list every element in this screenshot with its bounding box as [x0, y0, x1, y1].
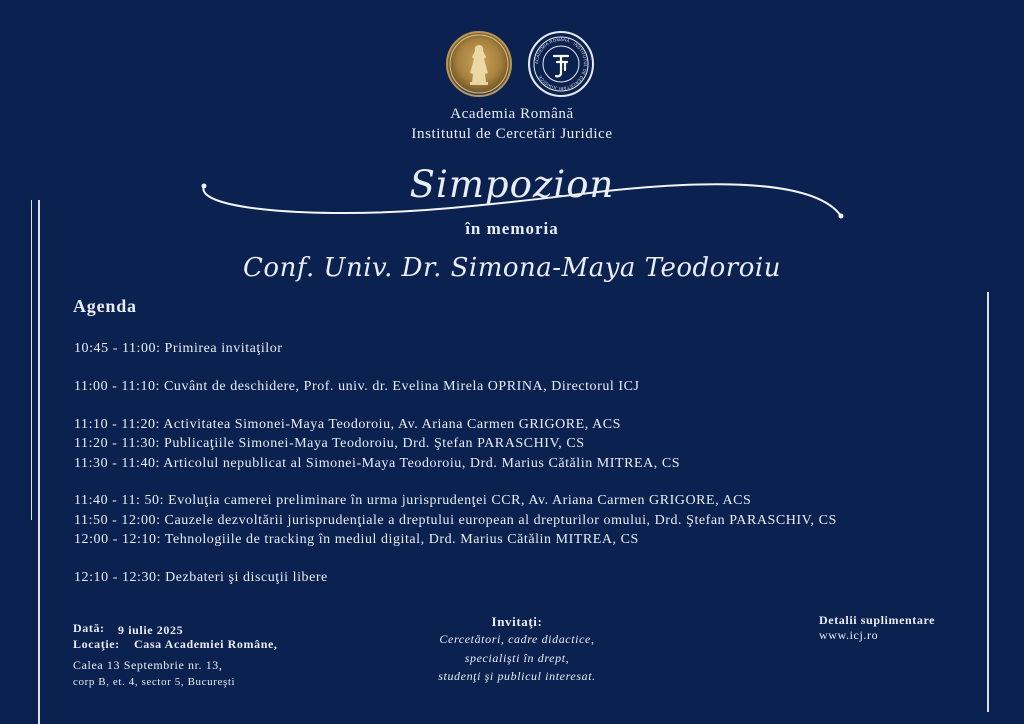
icj-logo-icon	[528, 31, 594, 97]
institute-name: Institutul de Cercetări Juridice	[411, 126, 613, 142]
agenda-item: 11:30 - 11:40: Articolul nepublicat al Simonei-Maya Teodoroiu, Drd. Marius Cătălin MITREA, CS	[74, 456, 681, 471]
agenda-item: 11:00 - 11:10: Cuvânt de deschidere, Prof. univ. dr. Evelina Mirela OPRINA, Directorul ICJ	[74, 379, 640, 394]
left-frame-line-short	[31, 200, 32, 520]
guests-line: specialişti în drept,	[464, 651, 570, 665]
agenda-item: 12:10 - 12:30: Dezbateri şi discuţii libere	[74, 570, 328, 585]
guests-title: Invitaţi:	[491, 614, 543, 629]
address-line: Calea 13 Septembrie nr. 13,	[73, 658, 223, 672]
guests-line: Cercetători, cadre didactice,	[439, 632, 595, 646]
agenda-item: 10:45 - 11:00: Primirea invitaţilor	[74, 341, 283, 356]
details-link[interactable]: www.icj.ro	[819, 628, 879, 642]
institution-name: Academia Română	[450, 106, 574, 122]
agenda-item: 11:20 - 11:30: Publicaţiile Simonei-Maya Teodoroiu, Drd. Ştefan PARASCHIV, CS	[74, 436, 585, 451]
guests-line: studenţi şi publicul interesat.	[438, 669, 596, 683]
agenda-title: Agenda	[73, 296, 137, 316]
location-label: Locaţie:	[73, 637, 120, 651]
right-frame-line	[987, 292, 989, 712]
details-title: Detalii suplimentare	[819, 613, 936, 627]
event-subtitle: în memoria	[465, 219, 559, 238]
agenda-item: 11:40 - 11: 50: Evoluţia camerei preliminare în urma jurisprudenţei CCR, Av. Ariana Carmen GRIGORE, ACS	[74, 493, 752, 508]
academia-romana-seal-icon	[446, 31, 512, 97]
location-value: Casa Academiei Române,	[134, 637, 278, 651]
agenda-item: 11:50 - 12:00: Cauzele dezvoltării jurisprudenţiale a dreptului european al drepturilor omului, Drd. Ştefan PARASCHIV, CS	[74, 513, 837, 528]
event-title: Simpozion	[409, 163, 615, 206]
date-value: 9 iulie 2025	[118, 623, 184, 637]
address-line: corp B, et. 4, sector 5, Bucureşti	[73, 676, 236, 688]
agenda-item: 12:00 - 12:10: Tehnologiile de tracking în mediul digital, Drd. Marius Cătălin MITREA, CS	[74, 532, 639, 547]
agenda-item: 11:10 - 11:20: Activitatea Simonei-Maya Teodoroiu, Av. Ariana Carmen GRIGORE, ACS	[74, 417, 621, 432]
date-label: Dată:	[73, 621, 105, 635]
icj-logo-ring-text: ACADEMIA ROMÂNĂ · INSTITUTUL DE CERCETĂRI JURIDICE	[533, 36, 589, 92]
honoree-name: Conf. Univ. Dr. Simona-Maya Teodoroiu	[243, 253, 781, 283]
